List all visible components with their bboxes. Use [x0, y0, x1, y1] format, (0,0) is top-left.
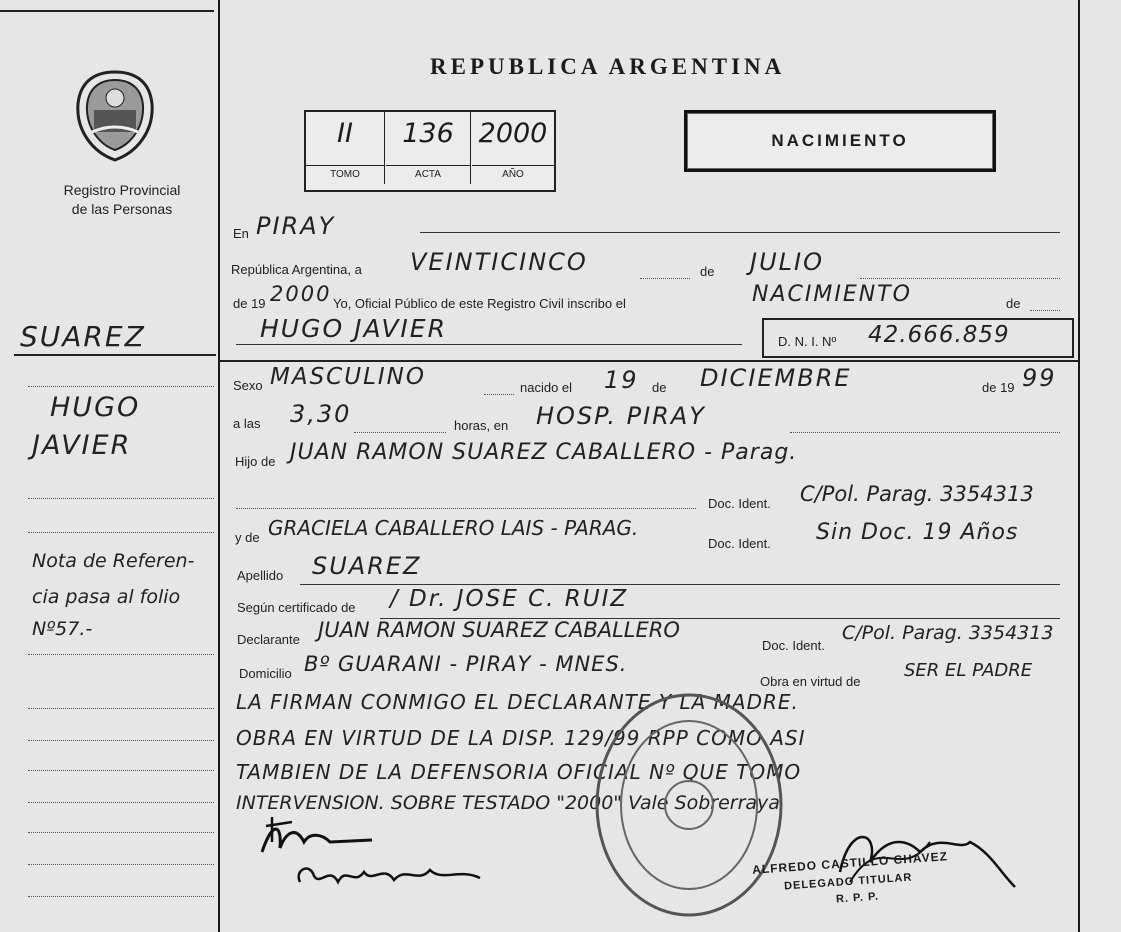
tomo-value: II [337, 118, 353, 149]
alas-label: a las [233, 416, 261, 431]
margin-rule [28, 740, 214, 741]
official-title: DELEGADO TITULAR [783, 871, 913, 893]
margin-surname: SUAREZ [20, 320, 146, 353]
year-value: 2000 [270, 282, 332, 306]
obra-label: Obra en virtud de [760, 674, 861, 689]
signature-mother-icon [290, 856, 510, 896]
left-column-divider [218, 0, 220, 932]
act-number-box [304, 110, 556, 192]
inscribo-value: NACIMIENTO [752, 282, 912, 307]
ano-value: 2000 [478, 118, 548, 149]
sexo-label: Sexo [233, 378, 263, 393]
birth-month: DICIEMBRE [700, 364, 852, 392]
day-value: VEINTICINCO [410, 248, 588, 276]
dni-label: D. N. I. Nº [778, 334, 837, 349]
apellido-label: Apellido [237, 568, 284, 583]
country-title: REPUBLICA ARGENTINA [430, 54, 786, 79]
margin-rule [28, 802, 214, 803]
registry-name-line2: de las Personas [71, 201, 173, 217]
mother-doc-label: Doc. Ident. [708, 536, 771, 551]
oficial-text: Yo, Oficial Público de este Registro Civil inscribo el [333, 296, 626, 311]
dni-value: 42.666.859 [868, 322, 1010, 348]
tomo-cell [306, 112, 385, 184]
margin-rule-main [14, 354, 216, 356]
margin-rule [28, 770, 214, 771]
rule [860, 278, 1060, 279]
segun-label: Según certificado de [237, 600, 356, 615]
de-label: de [700, 264, 715, 279]
provincial-seal-icon [72, 68, 158, 164]
place-value: HOSP. PIRAY [536, 402, 706, 430]
margin-note-line1: Nota de Referen- [32, 550, 195, 572]
father-doc-label: Doc. Ident. [708, 496, 771, 511]
ano-label: AÑO [472, 165, 554, 180]
section-rule [220, 360, 1078, 362]
note-line-3: TAMBIEN DE LA DEFENSORIA OFICIAL Nº QUE TOMO [236, 760, 802, 784]
acta-label: ACTA [386, 165, 470, 180]
acta-cell [386, 112, 471, 184]
father-value: JUAN RAMON SUAREZ CABALLERO - Parag. [290, 440, 798, 465]
margin-rule [28, 386, 214, 387]
margin-rule [28, 708, 214, 709]
note-line-2: OBRA EN VIRTUD DE LA DISP. 129/99 RPP COMO ASI [236, 726, 806, 750]
official-stamp-icon [592, 690, 786, 920]
name-value: HUGO JAVIER [260, 314, 447, 343]
birth-day: 19 [604, 366, 639, 394]
dni-box [762, 318, 1074, 358]
rule [236, 344, 742, 345]
month-value: JULIO [750, 248, 824, 276]
rule [1030, 310, 1060, 311]
domicilio-value: Bº GUARANI - PIRAY - MNES. [304, 652, 628, 676]
de3-label: de [652, 380, 667, 395]
hijo-label: Hijo de [235, 454, 276, 469]
rule [354, 432, 446, 433]
declarante-doc: C/Pol. Parag. 3354313 [842, 622, 1054, 644]
mother-doc: Sin Doc. 19 Años [816, 520, 1019, 545]
official-name: ALFREDO CASTILLO CHAVEZ [751, 849, 949, 877]
margin-rule [28, 498, 214, 499]
margin-given-name-1: HUGO [50, 392, 141, 423]
right-page-border [1078, 0, 1080, 932]
rule [484, 394, 514, 395]
birth-year: 99 [1022, 364, 1057, 392]
margin-rule [28, 896, 214, 897]
rule [300, 584, 1060, 585]
registry-name-line1: Registro Provincial [63, 182, 181, 198]
margin-note-line3: Nº57.- [32, 618, 93, 640]
yde-label: y de [235, 530, 260, 545]
nacido-label: nacido el [520, 380, 573, 395]
note-line-4: INTERVENSION. SOBRE TESTADO "2000" Vale Sobrerraya [236, 792, 780, 814]
rule [236, 508, 696, 509]
rule [640, 278, 690, 279]
sexo-value: MASCULINO [270, 364, 426, 390]
declarante-doc-label: Doc. Ident. [762, 638, 825, 653]
tomo-label: TOMO [306, 165, 384, 180]
obra-value: SER EL PADRE [904, 660, 1033, 681]
father-doc: C/Pol. Parag. 3354313 [800, 482, 1034, 506]
declarante-value: JUAN RAMON SUAREZ CABALLERO [318, 618, 680, 642]
declarante-label: Declarante [237, 632, 300, 647]
de2-label: de [1006, 296, 1021, 311]
top-left-rule [0, 10, 214, 12]
doc-type: NACIMIENTO [771, 131, 909, 150]
apellido-value: SUAREZ [312, 552, 422, 580]
horas-label: horas, en [454, 418, 509, 433]
de19-label: de 19 [982, 380, 1015, 395]
margin-rule [28, 532, 214, 533]
mother-value: GRACIELA CABALLERO LAIS - PARAG. [268, 516, 639, 540]
hour-value: 3,30 [290, 400, 352, 428]
official-org: R. P. P. [835, 890, 880, 906]
margin-rule [28, 864, 214, 865]
rule [420, 232, 1060, 233]
doc-type-box [684, 110, 996, 172]
cert-value: / Dr. JOSE C. RUIZ [390, 586, 629, 612]
en-label: En [233, 226, 249, 241]
signature-declarante-icon [252, 812, 392, 862]
domicilio-label: Domicilio [239, 666, 292, 681]
note-line-1: LA FIRMAN CONMIGO EL DECLARANTE Y LA MADRE. [236, 690, 799, 714]
rule [790, 432, 1060, 433]
year-prefix: de 19 [233, 296, 266, 311]
margin-rule [28, 832, 214, 833]
ano-cell [472, 112, 554, 184]
margin-note-line2: cia pasa al folio [32, 586, 181, 608]
margin-rule [28, 654, 214, 655]
acta-value: 136 [402, 118, 454, 149]
republica-label: República Argentina, a [231, 262, 362, 277]
en-value: PIRAY [256, 212, 336, 240]
margin-given-name-2: JAVIER [32, 430, 132, 461]
